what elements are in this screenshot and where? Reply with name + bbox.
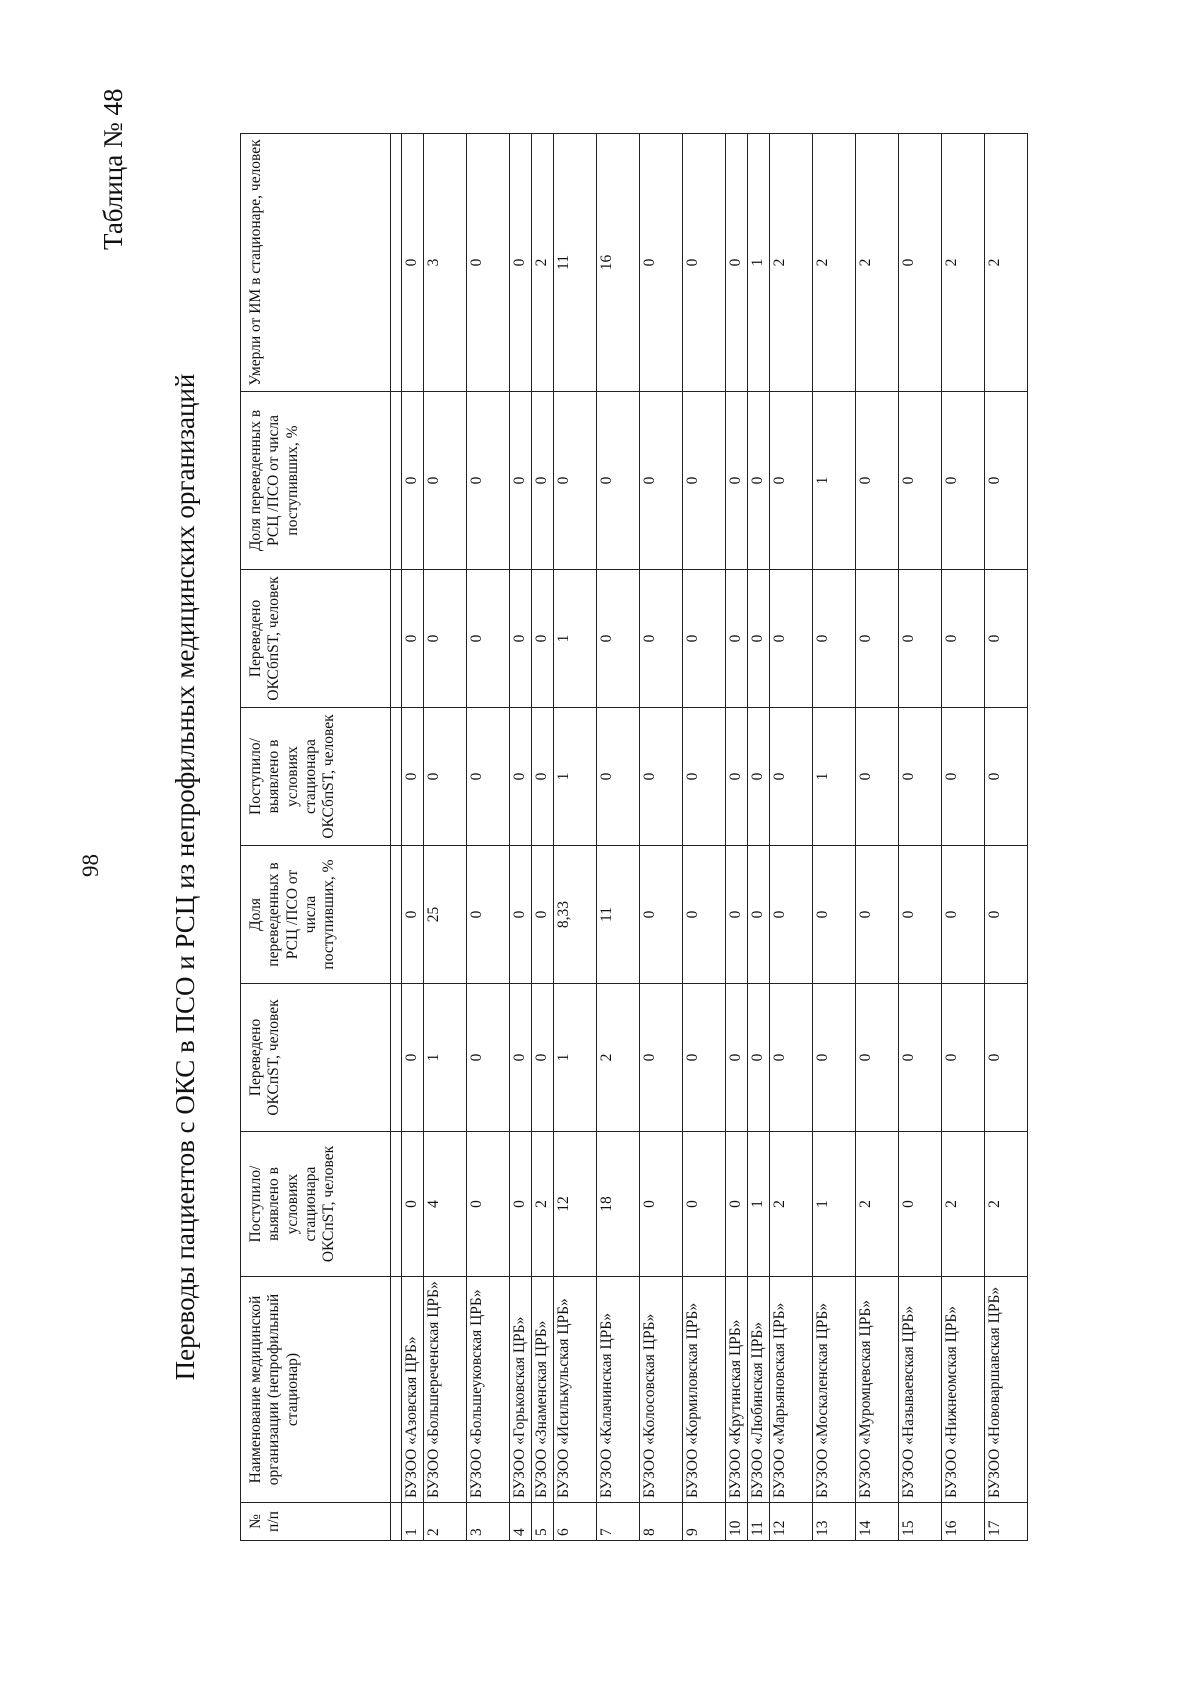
cell-share-stemi: 0 (640, 846, 683, 984)
cell-share-stemi: 0 (467, 846, 510, 984)
cell-share-stemi: 0 (748, 846, 770, 984)
header-cell: Умерли от ИМ в стационаре, человек (241, 134, 391, 392)
cell-admitted-stemi: 2 (856, 1132, 899, 1277)
cell-transferred-stemi: 1 (424, 984, 467, 1132)
table-row (467, 134, 510, 1541)
header-cell: № п/п (241, 1503, 391, 1541)
transfers-table (240, 133, 1028, 1541)
cell-deaths-mi: 2 (532, 134, 554, 392)
cell-transferred-stemi: 0 (856, 984, 899, 1132)
cell-org-name: БУЗОО «Большеуковская ЦРБ» (467, 1277, 510, 1503)
cell-row-number: 11 (748, 1503, 770, 1541)
cell-transferred-stemi: 0 (726, 984, 748, 1132)
cell-admitted-nstemi: 0 (985, 708, 1028, 846)
cell-share-nstemi: 0 (748, 392, 770, 570)
table-row (748, 134, 770, 1541)
cell-admitted-nstemi: 0 (424, 708, 467, 846)
cell-share-stemi: 0 (770, 846, 813, 984)
cell-org-name: БУЗОО «Горьковская ЦРБ» (510, 1277, 532, 1503)
cell-share-stemi: 0 (726, 846, 748, 984)
cell-share-stemi: 0 (899, 846, 942, 984)
cell-share-stemi: 0 (813, 846, 856, 984)
cell-org-name: БУЗОО «Муромцевская ЦРБ» (856, 1277, 899, 1503)
header-cell: Переведено ОКСбпST, человек (241, 570, 391, 708)
table-row (640, 134, 683, 1541)
cell-row-number: 16 (942, 1503, 985, 1541)
cell-deaths-mi: 2 (813, 134, 856, 392)
cell-share-nstemi: 0 (597, 392, 640, 570)
cell-transferred-stemi: 2 (597, 984, 640, 1132)
cell-row-number: 9 (683, 1503, 726, 1541)
cell-share-stemi: 25 (424, 846, 467, 984)
cell-row-number: 3 (467, 1503, 510, 1541)
cell-deaths-mi: 1 (748, 134, 770, 392)
cell-transferred-nstemi: 0 (813, 570, 856, 708)
cell-transferred-nstemi: 0 (899, 570, 942, 708)
cell-deaths-mi: 2 (856, 134, 899, 392)
cell-transferred-nstemi: 0 (856, 570, 899, 708)
cell-admitted-nstemi: 0 (942, 708, 985, 846)
cell-share-nstemi: 0 (554, 392, 597, 570)
cell-transferred-stemi: 0 (510, 984, 532, 1132)
cell-admitted-nstemi: 0 (402, 708, 424, 846)
cell-transferred-nstemi: 0 (748, 570, 770, 708)
table-row (532, 134, 554, 1541)
cell-share-nstemi: 0 (402, 392, 424, 570)
cell-share-nstemi: 0 (467, 392, 510, 570)
cell-share-nstemi: 0 (856, 392, 899, 570)
cell-transferred-stemi: 0 (899, 984, 942, 1132)
cell-transferred-stemi: 0 (402, 984, 424, 1132)
cell-admitted-stemi: 1 (813, 1132, 856, 1277)
cell-transferred-stemi: 0 (532, 984, 554, 1132)
cell-row-number: 8 (640, 1503, 683, 1541)
cell-transferred-nstemi: 0 (402, 570, 424, 708)
table-row (402, 134, 424, 1541)
cell-transferred-stemi: 0 (942, 984, 985, 1132)
header-cell: Переведено ОКСпST, человек (241, 984, 391, 1132)
cell-admitted-stemi: 4 (424, 1132, 467, 1277)
cell-share-nstemi: 0 (640, 392, 683, 570)
table-row (770, 134, 813, 1541)
cell-transferred-nstemi: 1 (554, 570, 597, 708)
cell-transferred-nstemi: 0 (467, 570, 510, 708)
header-row (241, 134, 391, 1541)
cell-admitted-stemi: 0 (510, 1132, 532, 1277)
cell-admitted-nstemi: 0 (510, 708, 532, 846)
cell-transferred-stemi: 0 (770, 984, 813, 1132)
cell-share-stemi: 0 (856, 846, 899, 984)
cell-admitted-stemi: 2 (770, 1132, 813, 1277)
cell-org-name: БУЗОО «Большереченская ЦРБ» (424, 1277, 467, 1503)
cell-share-stemi: 11 (597, 846, 640, 984)
table-row (424, 134, 467, 1541)
cell-row-number: 15 (899, 1503, 942, 1541)
cell-admitted-nstemi: 0 (683, 708, 726, 846)
cell-deaths-mi: 0 (726, 134, 748, 392)
cell-share-nstemi: 0 (532, 392, 554, 570)
cell-org-name: БУЗОО «Называевская ЦРБ» (899, 1277, 942, 1503)
cell-deaths-mi: 16 (597, 134, 640, 392)
cell-deaths-mi: 0 (510, 134, 532, 392)
cell-share-nstemi: 0 (510, 392, 532, 570)
cell-admitted-stemi: 0 (640, 1132, 683, 1277)
cell-transferred-stemi: 0 (683, 984, 726, 1132)
cell-admitted-stemi: 2 (985, 1132, 1028, 1277)
cell-admitted-nstemi: 1 (813, 708, 856, 846)
cell-admitted-nstemi: 1 (554, 708, 597, 846)
header-cell: Наименование медицинской организации (непрофильный стационар) (241, 1277, 391, 1503)
cell-org-name: БУЗОО «Кормиловская ЦРБ» (683, 1277, 726, 1503)
cell-share-nstemi: 1 (813, 392, 856, 570)
cell-share-nstemi: 0 (942, 392, 985, 570)
table-row (856, 134, 899, 1541)
table-row (597, 134, 640, 1541)
cell-transferred-stemi: 0 (467, 984, 510, 1132)
cell-admitted-stemi: 12 (554, 1132, 597, 1277)
cell-row-number: 6 (554, 1503, 597, 1541)
cell-org-name: БУЗОО «Знаменская ЦРБ» (532, 1277, 554, 1503)
cell-transferred-stemi: 1 (554, 984, 597, 1132)
cell-share-stemi: 0 (510, 846, 532, 984)
cell-org-name: БУЗОО «Марьяновская ЦРБ» (770, 1277, 813, 1503)
cell-admitted-nstemi: 0 (532, 708, 554, 846)
cell-transferred-nstemi: 0 (532, 570, 554, 708)
cell-admitted-nstemi: 0 (467, 708, 510, 846)
cell-admitted-nstemi: 0 (640, 708, 683, 846)
cell-org-name: БУЗОО «Колосовская ЦРБ» (640, 1277, 683, 1503)
cell-admitted-stemi: 0 (467, 1132, 510, 1277)
table-label: Таблица № 48 (98, 88, 128, 250)
cell-org-name: БУЗОО «Калачинская ЦРБ» (597, 1277, 640, 1503)
cell-deaths-mi: 0 (899, 134, 942, 392)
cell-share-stemi: 0 (683, 846, 726, 984)
cell-transferred-nstemi: 0 (985, 570, 1028, 708)
header-cell: Доля переведенных в РСЦ /ПСО от числа поступивших, % (241, 392, 391, 570)
table-row (510, 134, 532, 1541)
cell-deaths-mi: 2 (770, 134, 813, 392)
cell-row-number: 17 (985, 1503, 1028, 1541)
cell-deaths-mi: 2 (942, 134, 985, 392)
cell-deaths-mi: 2 (985, 134, 1028, 392)
cell-share-nstemi: 0 (985, 392, 1028, 570)
cell-transferred-nstemi: 0 (683, 570, 726, 708)
cell-row-number: 12 (770, 1503, 813, 1541)
cell-admitted-stemi: 2 (942, 1132, 985, 1277)
cell-org-name: БУЗОО «Любинская ЦРБ» (748, 1277, 770, 1503)
cell-row-number: 4 (510, 1503, 532, 1541)
cell-share-nstemi: 0 (899, 392, 942, 570)
cell-admitted-stemi: 1 (748, 1132, 770, 1277)
cell-share-nstemi: 0 (726, 392, 748, 570)
header-cell: Доля переведенных в РСЦ /ПСО от числа поступивших, % (241, 846, 391, 984)
cell-deaths-mi: 11 (554, 134, 597, 392)
cell-admitted-nstemi: 0 (770, 708, 813, 846)
cell-deaths-mi: 0 (640, 134, 683, 392)
table-row (554, 134, 597, 1541)
cell-org-name: БУЗОО «Исилькульская ЦРБ» (554, 1277, 597, 1503)
table-row (985, 134, 1028, 1541)
spacer-row (391, 134, 402, 1541)
cell-admitted-nstemi: 0 (856, 708, 899, 846)
cell-transferred-nstemi: 0 (942, 570, 985, 708)
cell-admitted-nstemi: 0 (899, 708, 942, 846)
cell-admitted-stemi: 0 (402, 1132, 424, 1277)
cell-transferred-nstemi: 0 (510, 570, 532, 708)
cell-transferred-nstemi: 0 (640, 570, 683, 708)
cell-org-name: БУЗОО «Нововаршавская ЦРБ» (985, 1277, 1028, 1503)
cell-admitted-nstemi: 0 (748, 708, 770, 846)
cell-share-stemi: 8,33 (554, 846, 597, 984)
cell-share-nstemi: 0 (770, 392, 813, 570)
cell-row-number: 14 (856, 1503, 899, 1541)
cell-share-nstemi: 0 (683, 392, 726, 570)
cell-row-number: 7 (597, 1503, 640, 1541)
cell-org-name: БУЗОО «Крутинская ЦРБ» (726, 1277, 748, 1503)
cell-share-stemi: 0 (402, 846, 424, 984)
cell-admitted-stemi: 0 (726, 1132, 748, 1277)
cell-org-name: БУЗОО «Азовская ЦРБ» (402, 1277, 424, 1503)
cell-share-stemi: 0 (985, 846, 1028, 984)
table-row (899, 134, 942, 1541)
page-number: 98 (78, 854, 103, 877)
cell-row-number: 2 (424, 1503, 467, 1541)
cell-row-number: 5 (532, 1503, 554, 1541)
cell-org-name: БУЗОО «Москаленская ЦРБ» (813, 1277, 856, 1503)
document-title: Переводы пациентов с ОКС в ПСО и РСЦ из непрофильных медицинских организаций (170, 373, 200, 1381)
cell-share-stemi: 0 (532, 846, 554, 984)
table-row (942, 134, 985, 1541)
cell-transferred-nstemi: 0 (726, 570, 748, 708)
cell-share-nstemi: 0 (424, 392, 467, 570)
cell-transferred-stemi: 0 (748, 984, 770, 1132)
cell-transferred-stemi: 0 (985, 984, 1028, 1132)
header-cell: Поступило/ выявлено в условиях стационара ОКСпST, человек (241, 1132, 391, 1277)
cell-row-number: 10 (726, 1503, 748, 1541)
table-row (683, 134, 726, 1541)
cell-admitted-stemi: 0 (899, 1132, 942, 1277)
cell-deaths-mi: 3 (424, 134, 467, 392)
cell-transferred-stemi: 0 (813, 984, 856, 1132)
cell-share-stemi: 0 (942, 846, 985, 984)
cell-deaths-mi: 0 (467, 134, 510, 392)
table-body (391, 134, 1028, 1541)
cell-deaths-mi: 0 (402, 134, 424, 392)
cell-transferred-nstemi: 0 (424, 570, 467, 708)
cell-row-number: 13 (813, 1503, 856, 1541)
cell-transferred-nstemi: 0 (770, 570, 813, 708)
table-row (726, 134, 748, 1541)
cell-org-name: БУЗОО «Нижнеомская ЦРБ» (942, 1277, 985, 1503)
table-row (813, 134, 856, 1541)
cell-admitted-nstemi: 0 (597, 708, 640, 846)
cell-admitted-stemi: 18 (597, 1132, 640, 1277)
cell-deaths-mi: 0 (683, 134, 726, 392)
cell-admitted-nstemi: 0 (726, 708, 748, 846)
cell-row-number: 1 (402, 1503, 424, 1541)
cell-transferred-nstemi: 0 (597, 570, 640, 708)
cell-transferred-stemi: 0 (640, 984, 683, 1132)
cell-admitted-stemi: 0 (683, 1132, 726, 1277)
cell-admitted-stemi: 2 (532, 1132, 554, 1277)
header-cell: Поступило/ выявлено в условиях стационара ОКСбпST, человек (241, 708, 391, 846)
